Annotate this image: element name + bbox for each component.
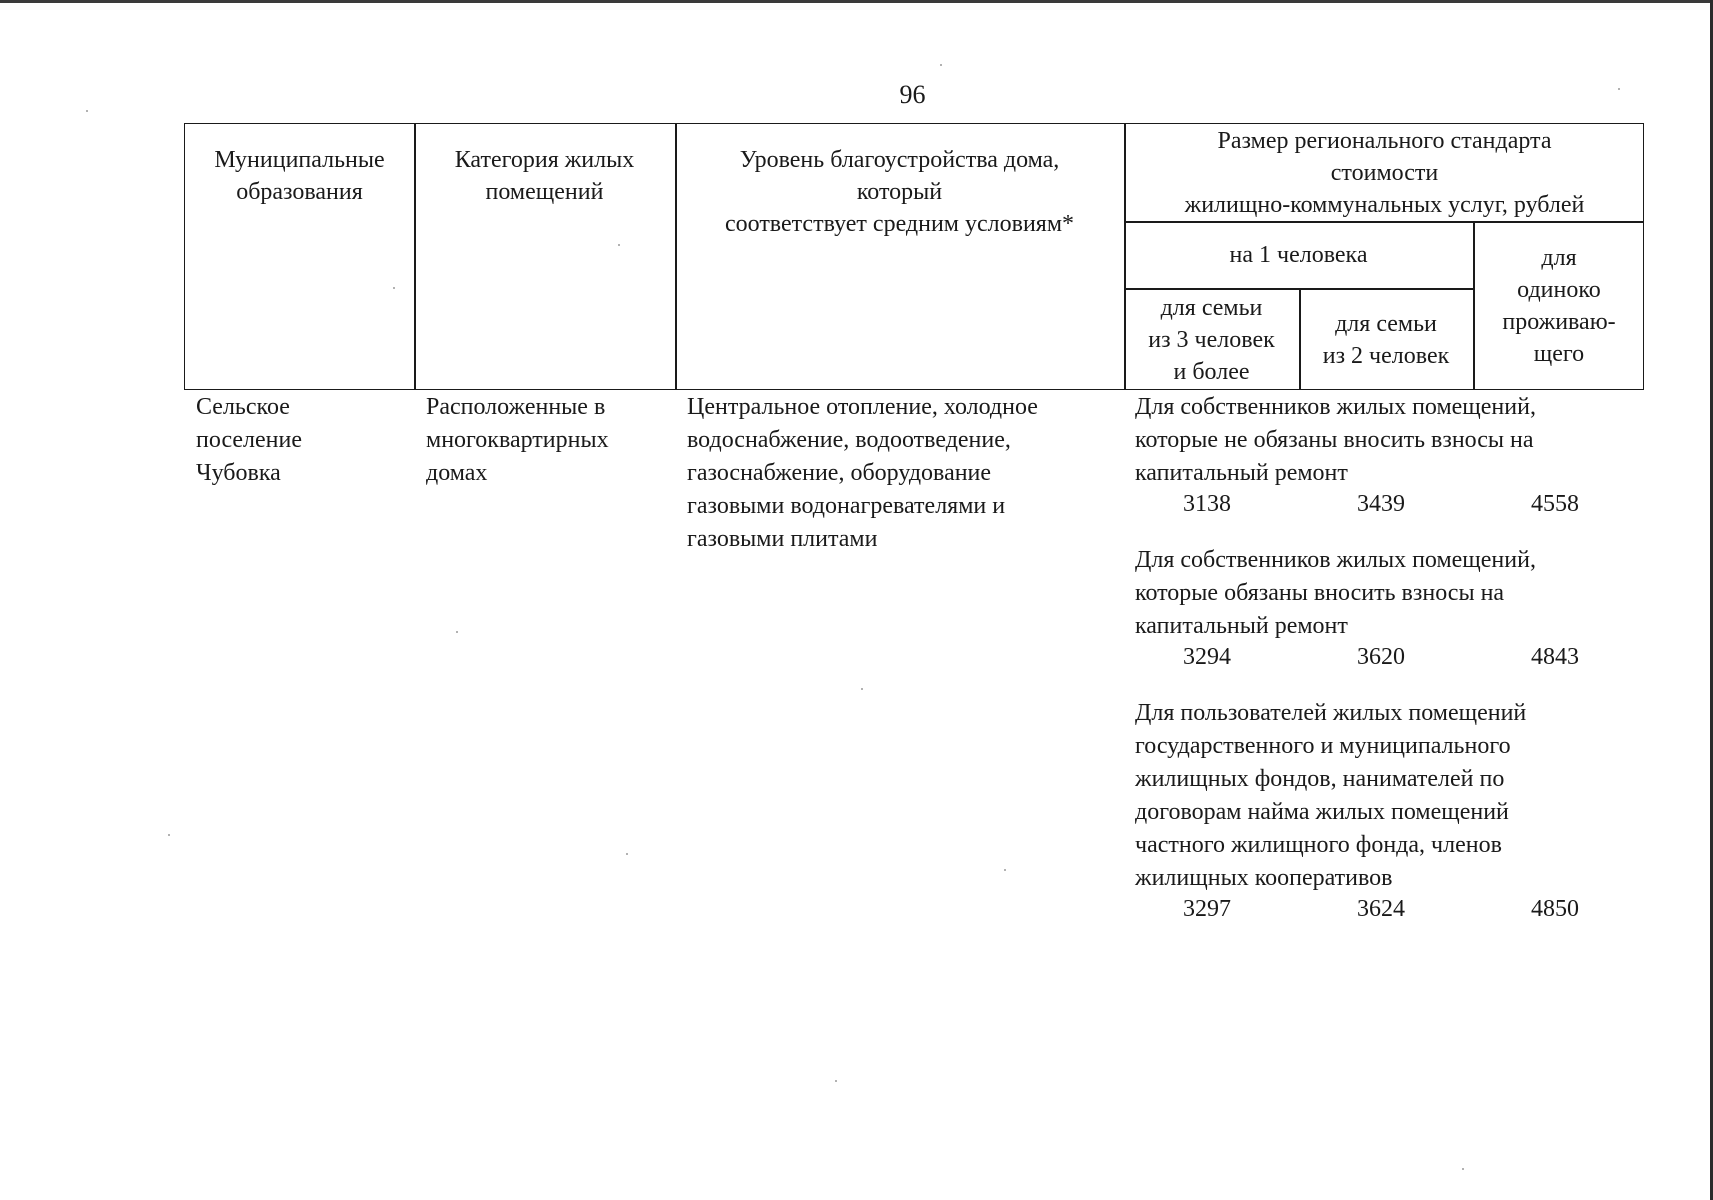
- scan-speck: [940, 64, 942, 66]
- value-family-2: 3620: [1357, 644, 1405, 670]
- header-text-line: из 2 человек: [1322, 342, 1450, 369]
- header-family-3: [1124, 288, 1299, 391]
- cell-text-line: поселение: [196, 427, 303, 453]
- header-text-line: помещений: [485, 179, 604, 205]
- scan-speck: [618, 244, 620, 246]
- cell-text-line: которые обязаны вносить взносы на: [1135, 580, 1505, 606]
- header-text-line: щего: [1533, 341, 1585, 367]
- value-family-3: 3297: [1183, 896, 1231, 922]
- scan-speck: [1618, 88, 1620, 90]
- value-row: [1135, 488, 1695, 521]
- header-category: [414, 144, 675, 208]
- scan-speck: [86, 110, 88, 112]
- header-amenities: [675, 144, 1124, 240]
- cell-text-line: капитальный ремонт: [1135, 613, 1348, 639]
- header-text-line: и более: [1173, 358, 1250, 385]
- header-text-line: для семьи: [1335, 310, 1437, 337]
- value-single: 4850: [1531, 896, 1579, 922]
- header-text-line: жилищно-коммунальных услуг, рублей: [1184, 191, 1585, 218]
- value-family-3: 3138: [1183, 491, 1231, 517]
- cell-text-line: домах: [426, 460, 488, 486]
- cell-text-line: Чубовка: [196, 460, 281, 486]
- cell-text-line: жилищных фондов, нанимателей по: [1135, 766, 1505, 792]
- header-text-line: Муниципальные: [214, 147, 385, 173]
- cell-text-line: газовыми плитами: [687, 526, 878, 552]
- cell-text-line: Расположенные в: [426, 394, 606, 420]
- header-text-line: на 1 человека: [1229, 241, 1368, 268]
- header-text-line: Уровень благоустройства дома,: [739, 147, 1060, 173]
- scan-speck: [393, 287, 395, 289]
- header-text-line: Категория жилых: [454, 147, 635, 173]
- group-heading-state-housing-users: [1135, 697, 1695, 895]
- value-row: [1135, 641, 1695, 674]
- cell-text-line: водоснабжение, водоотведение,: [687, 427, 1011, 453]
- cell-text-line: которые не обязаны вносить взносы на: [1135, 427, 1534, 453]
- scan-speck: [1004, 869, 1006, 871]
- cell-text-line: газовыми водонагревателями и: [687, 493, 1006, 519]
- header-text-line: для: [1541, 245, 1577, 271]
- cell-municipality: [196, 391, 406, 490]
- header-per-person: [1124, 221, 1473, 288]
- value-single: 4558: [1531, 491, 1579, 517]
- scan-speck: [861, 688, 863, 690]
- header-text-line: стоимости: [1330, 159, 1439, 186]
- cell-text-line: частного жилищного фонда, членов: [1135, 832, 1502, 858]
- scan-speck: [456, 631, 458, 633]
- group-heading-no-capital-repair: [1135, 391, 1695, 490]
- header-municipalities: [185, 144, 414, 208]
- value-single: 4843: [1531, 644, 1579, 670]
- scan-speck: [835, 1080, 837, 1082]
- cell-amenities: [687, 391, 1127, 556]
- cell-text-line: договорам найма жилых помещений: [1135, 799, 1509, 825]
- header-text-line: проживаю-: [1502, 309, 1616, 335]
- header-text-line: Размер регионального стандарта: [1217, 127, 1552, 154]
- cell-text-line: Для пользователей жилых помещений: [1135, 700, 1527, 726]
- cell-text-line: Центральное отопление, холодное: [687, 394, 1038, 420]
- value-row: [1135, 893, 1695, 926]
- scan-speck: [168, 834, 170, 836]
- value-family-2: 3439: [1357, 491, 1405, 517]
- header-text-line: образования: [236, 179, 363, 205]
- header-text-line: который: [856, 179, 943, 205]
- page-number: 96: [899, 80, 926, 109]
- cell-text-line: капитальный ремонт: [1135, 460, 1348, 486]
- table-header: [184, 123, 1644, 390]
- scan-top-edge: [0, 0, 1713, 3]
- header-text-line: одиноко: [1517, 277, 1601, 303]
- header-text-line: для семьи: [1160, 294, 1263, 321]
- cell-text-line: многоквартирных: [426, 427, 609, 453]
- scan-speck: [1462, 1168, 1464, 1170]
- cell-text-line: газоснабжение, оборудование: [687, 460, 992, 486]
- header-text-line: из 3 человек: [1148, 326, 1275, 353]
- header-single: [1473, 221, 1645, 391]
- cell-text-line: Для собственников жилых помещений,: [1135, 547, 1536, 573]
- cell-text-line: государственного и муниципального: [1135, 733, 1511, 759]
- header-family-2: [1299, 288, 1473, 391]
- cell-category: [426, 391, 676, 490]
- group-heading-capital-repair: [1135, 544, 1695, 643]
- cell-text-line: жилищных кооперативов: [1135, 865, 1393, 891]
- header-text-line: соответствует средним условиям*: [724, 211, 1075, 237]
- scan-speck: [626, 853, 628, 855]
- value-family-3: 3294: [1183, 644, 1231, 670]
- cell-text-line: Сельское: [196, 394, 290, 420]
- value-family-2: 3624: [1357, 896, 1405, 922]
- header-standard-size: [1124, 124, 1645, 221]
- cell-text-line: Для собственников жилых помещений,: [1135, 394, 1536, 420]
